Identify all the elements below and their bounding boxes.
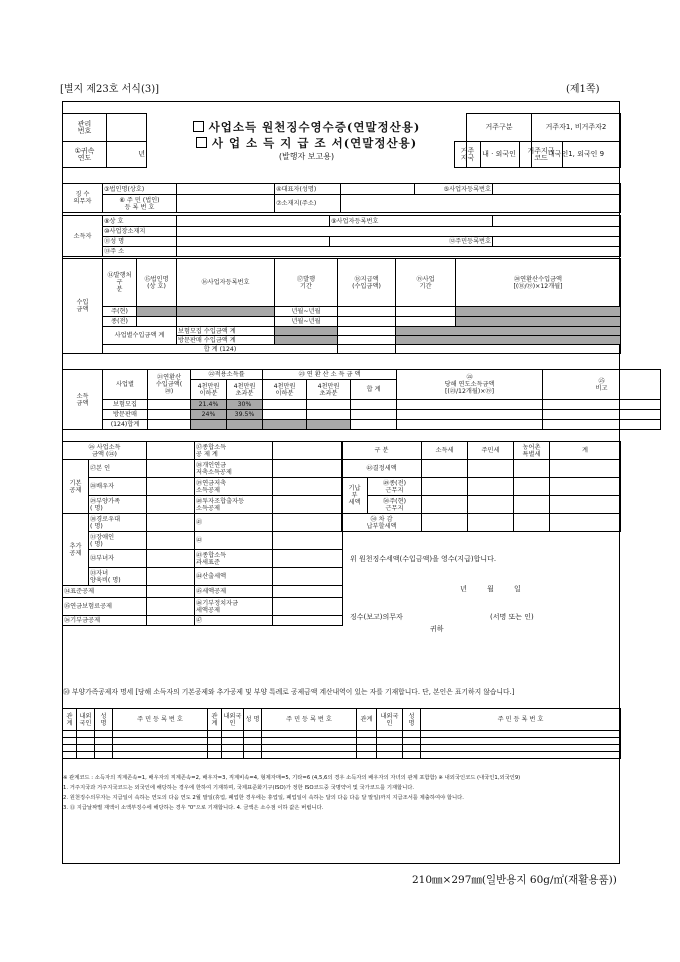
earner-group-label: 소득자 — [63, 216, 103, 257]
earner-resno-input[interactable] — [493, 237, 621, 247]
paid-prev-label: ㊿주(현) 근무지 — [368, 496, 422, 514]
tax-summary — [341, 441, 621, 532]
payer-corp-input[interactable] — [177, 184, 275, 195]
conv-under: 4천만원 이하분 — [263, 380, 307, 400]
res-country-label: 거주 지국 — [455, 142, 481, 168]
tax-head-div: 구 분 — [342, 442, 422, 460]
res-country-code-input[interactable] — [563, 142, 621, 168]
calc-tax-input[interactable] — [273, 568, 343, 586]
date-line[interactable]: 년 월 일 — [460, 585, 521, 593]
door-sum-label: 방문판매 수입금액 계 — [177, 336, 275, 345]
donation-input[interactable] — [147, 616, 195, 626]
row-insurance: 보험모집 — [103, 400, 148, 410]
sign-label[interactable]: (서명 또는 인) — [490, 613, 534, 621]
balance-label: ㊿ 차 감 납부할세액 — [342, 514, 422, 532]
earner-bizaddr-input[interactable] — [177, 227, 621, 237]
personal-pension-label: ㊳개인연금 저축소득공제 — [195, 460, 273, 478]
residence-label: 거주구분 — [467, 114, 532, 142]
pension-ins-input[interactable] — [147, 598, 195, 616]
political-credit-input[interactable] — [273, 598, 343, 616]
standard-input[interactable] — [147, 586, 195, 598]
woman-input[interactable] — [147, 550, 195, 568]
fam-h3-rel: 관계 — [357, 709, 377, 731]
elderly-input[interactable] — [147, 514, 195, 532]
mgmt-no-label: 관리 번호 — [63, 114, 107, 142]
paid-group-label: 기납 부 세액 — [342, 478, 368, 514]
earner-name-label: ⑪성 명 — [103, 237, 177, 247]
receipt-area — [342, 531, 619, 679]
self-label: ㉗본 인 — [89, 460, 147, 478]
income-total-label: 합 계 (124) — [103, 345, 338, 354]
title1-checkbox[interactable] — [193, 121, 204, 132]
payer-group-label: 징 수 의무자 — [63, 184, 103, 213]
notes — [63, 775, 619, 812]
payer-rep-label: ④대표자(성명) — [275, 184, 341, 195]
receipt-text: 위 원천징수세액(수입금액)을 영수(지급)합니다. — [350, 555, 497, 563]
prev-corp-input[interactable] — [137, 317, 177, 327]
ins-rate-over: 30% — [227, 400, 263, 410]
elderly-label: ㉚경로우대 ( 명) — [89, 514, 147, 532]
remarks-head: ㉕ 비고 — [543, 370, 661, 400]
deduct-left — [62, 441, 343, 626]
income-group-label: 수입 금액 — [63, 259, 103, 354]
nationality-label: 내 · 외국인 — [467, 142, 532, 168]
res-country-input[interactable] — [481, 142, 520, 168]
fam-h3-foreign: 내외국 인 — [377, 709, 403, 731]
tax-head-resident: 주민세 — [468, 442, 514, 460]
tax-base-label: ㊸종합소득 과세표준 — [195, 550, 273, 568]
payer-regno-input[interactable] — [177, 195, 275, 213]
pension-saving-label: ㊴연금저축 소득공제 — [195, 478, 273, 496]
conv-group-label: 소득 금액 — [63, 370, 103, 430]
row-conv-total: (124)합계 — [103, 420, 148, 430]
earner-resno-label: ⑫주민등록번호 — [330, 237, 493, 247]
prev-pay-input[interactable] — [338, 317, 396, 327]
rate-over: 4천만원 초과분 — [227, 380, 263, 400]
biz-income-label: ㉖ 사업소득 금액 (㉔) — [63, 442, 147, 460]
fam-h2-resno: 주 민 등 록 번 호 — [262, 709, 357, 731]
earner-bizaddr-label: ⑩사업장소재지 — [103, 227, 177, 237]
tax-head-rural: 농어촌 특별세 — [514, 442, 550, 460]
cur-pay-input[interactable] — [338, 307, 396, 317]
pension-saving-input[interactable] — [273, 478, 343, 496]
year-input[interactable]: 년 — [107, 142, 147, 168]
disabled-input[interactable] — [147, 532, 195, 550]
mgmt-no-value[interactable] — [107, 114, 147, 142]
conv-sum: 합 계 — [351, 380, 397, 400]
payer-bizno-input[interactable] — [493, 184, 621, 195]
prev-bizperiod-input[interactable] — [396, 317, 456, 327]
dependents-input[interactable] — [147, 496, 195, 514]
col-bizperiod: ⑲사업 기간 — [396, 259, 456, 307]
row-previous: 종(전) — [103, 317, 137, 327]
col-annual: ⑳연환산수입금액 [(⑱/⑲)×12개월] — [456, 259, 621, 307]
prev-annual-input[interactable] — [456, 317, 621, 327]
form-number: [별지 제23호 서식(3)] — [60, 84, 160, 95]
fam-h2-name: 성 명 — [244, 709, 262, 731]
table-row — [63, 745, 621, 752]
note-4: 3. ⑬ 지급날짜별 재액이 소액부징수에 해당하는 경우 "0"으로 기재합니다. 4. 금액은 소수점 이하 값은 버립니다. — [63, 805, 324, 811]
title-line-1: 사업소득 원천징수영수증(연말정산용) — [148, 119, 465, 135]
prev-bizno-input[interactable] — [177, 317, 275, 327]
tax-credit-input[interactable] — [273, 586, 343, 598]
invest-union-label: ㊵투자조합출자등 소득공제 — [195, 496, 273, 514]
note-3: 2. 원천징수의무자는 지급일이 속하는 연도의 다음 연도 2월 말일(휴업, 폐업한 경우에는 휴업일, 폐업일이 속하는 달의 다음 다음 달 말일)까지 지급조서를 제출하여야 합니다. — [63, 795, 464, 801]
country-block — [454, 141, 621, 168]
withholder-label: 징수(보고)의무자 — [350, 613, 403, 621]
note-2: 1. 거주지국과 거주지국코드는 외국인에 해당하는 경우에 한하여 기재하며, 국제표준화기구(ISO)가 정한 ISO코드중 국명약어 및 국가코드를 기재합니다. — [63, 785, 415, 791]
donation-label: ㊱기부금공제 — [63, 616, 147, 626]
earner-bizno-label: ⑨사업자등록번호 — [330, 216, 493, 227]
subtitle: (발행자 보고용) — [278, 152, 335, 161]
rate-head: ㉒적용소득률 — [191, 370, 263, 380]
self-input[interactable] — [147, 460, 195, 478]
table-row — [63, 752, 621, 759]
decided-label: ㊽결정세액 — [342, 460, 422, 478]
table-row — [63, 731, 621, 738]
earner-address-label: ⑬주 소 — [103, 247, 177, 257]
extra-group-label: 추가 공제 — [63, 514, 89, 586]
spouse-label: ㉘배우자 — [89, 478, 147, 496]
disabled-label: ㉛장애인 ( 명) — [89, 532, 147, 550]
res-country-code-label: 거주지국 코드 — [520, 142, 563, 168]
fam-h2-foreign: 내외국 인 — [222, 709, 244, 731]
row-current: 주(현) — [103, 307, 137, 317]
col-issuer: ⑭발행처 구 분 — [103, 259, 137, 307]
earner-trade-label: ⑧상 호 — [103, 216, 177, 227]
cur-bizno-input[interactable] — [177, 307, 275, 317]
conv-over: 4천만원 초과분 — [307, 380, 351, 400]
door-rate-over: 39.5% — [227, 410, 263, 420]
earner-bizno-input[interactable] — [493, 216, 621, 227]
comprehensive-label: ㊲종합소득 공 제 계 — [195, 442, 273, 460]
residence-value: 거주자1, 비거주자2 — [532, 114, 621, 142]
door-rate-under: 24% — [191, 410, 227, 420]
fam-h2-rel: 관 계 — [208, 709, 222, 731]
invest-union-input[interactable] — [273, 496, 343, 514]
income-block — [62, 258, 621, 354]
year-income-head: ㉔ 당해 연도소득금액 [(㉓/12개월)×⑲] — [397, 370, 543, 400]
table-row — [63, 738, 621, 745]
note-1: ※ 관계코드 : 소득자의 직계존속=1, 배우자의 직계존속=2, 배우자=3, 직계비속=4, 형제자매=5, 기타=6 (4,5,6의 경우 소득자의 배우자의 자녀의 관계 포함함) ※ 내외국인코드 (내국인1,외국인9) — [63, 775, 521, 781]
earner-name-input[interactable] — [177, 237, 330, 247]
tax-head-income: 소득세 — [422, 442, 468, 460]
woman-label: ㉜부녀자 — [89, 550, 147, 568]
payer-address-label: ⑦소재지(주소) — [275, 195, 341, 213]
personal-pension-input[interactable] — [273, 460, 343, 478]
pension-ins-label: ㉟연금보험료공제 — [63, 598, 147, 616]
col-pay: ⑱지급액 (수입금액) — [338, 259, 396, 307]
cur-period: 년월~년월 — [275, 307, 338, 317]
cur-corp-input[interactable] — [137, 307, 177, 317]
family-table — [62, 708, 621, 759]
fam-h-foreign: 내외 국인 — [77, 709, 95, 731]
tax-head-total: 계 — [550, 442, 621, 460]
col-corp: ⑮법인명 (상 호) — [137, 259, 177, 307]
col-bizno: ⑯사업자등록번호 — [177, 259, 275, 307]
standard-label: ㉞표준공제 — [63, 586, 147, 598]
earner-block — [62, 215, 621, 257]
blank47-label: ㊼ — [195, 616, 273, 626]
tax-credit-label: ㊺세액공제 — [195, 586, 273, 598]
fam-h3-resno: 주 민 등 록 번 호 — [421, 709, 621, 731]
title2-checkbox[interactable] — [196, 137, 207, 148]
paper-spec: 210㎜×297㎜(일반용지 60g/㎡(재활용품)) — [412, 874, 617, 886]
fam-h3-name: 성 명 — [403, 709, 421, 731]
form-titles — [147, 114, 467, 168]
conv-income-head: ㉓ 연 환 산 소 득 금 액 — [263, 370, 397, 380]
conv-annual-label: ㉑연환산 수입금액( ⑳) — [148, 370, 191, 400]
conv-business-label: 사업별 — [103, 370, 148, 400]
spouse-input[interactable] — [147, 478, 195, 496]
year-label: ①귀속 연도 — [63, 142, 107, 168]
childcare-input[interactable] — [147, 568, 195, 586]
title-line-2: 사 업 소 득 지 급 조 서(연말정산용) — [148, 135, 465, 151]
blank42-label: ㊷ — [195, 532, 273, 550]
fam-h-rel: 관 계 — [63, 709, 77, 731]
family-caption: ㊿ 부양가족공제자 명세 [당해 소득자의 기본공제와 추가공제 및 부양 특례로 공제금액 계산내역이 있는 자를 기재합니다. 단, 본인은 표기하지 않습니다.] — [63, 688, 515, 696]
cur-bizperiod-input[interactable] — [396, 307, 456, 317]
fam-h-name: 성 명 — [95, 709, 113, 731]
payer-rep-input[interactable] — [341, 184, 415, 195]
ins-rate-under: 21.4% — [191, 400, 227, 410]
row-door: 방문판매 — [103, 410, 148, 420]
payer-address-input[interactable] — [341, 195, 621, 213]
prev-period: 년월~년월 — [275, 317, 338, 327]
basic-group-label: 기본 공제 — [63, 460, 89, 514]
fam-h-resno: 주 민 등 록 번 호 — [113, 709, 208, 731]
nationality-value: 내국인1, 외국인 9 — [532, 142, 621, 168]
tax-base-input[interactable] — [273, 550, 343, 568]
comprehensive-input[interactable] — [273, 442, 343, 460]
payer-bizno-label: ⑤사업자등록번호 — [415, 184, 493, 195]
cur-annual-input[interactable] — [456, 307, 621, 317]
paid-cur-label: ㊾종(전) 근무지 — [368, 478, 422, 496]
col-period: ⑰발행 기간 — [275, 259, 338, 307]
dependents-label: ㉙부양가족 ( 명) — [89, 496, 147, 514]
earner-address-input[interactable] — [177, 247, 621, 257]
payer-regno-label: ⑥ 주 민 (법인) 등 록 번 호 — [103, 195, 177, 213]
calc-tax-label: ㊹산출세액 — [195, 568, 273, 586]
page-number: (제1쪽) — [566, 84, 600, 95]
rate-under: 4천만원 이하분 — [191, 380, 227, 400]
conv-block — [62, 369, 661, 430]
payer-block — [62, 183, 621, 213]
by-business-label: 사업별수입금액 계 — [103, 327, 177, 345]
political-credit-label: ㊻기부정치자금 세액공제 — [195, 598, 273, 616]
to-label: 귀하 — [430, 625, 444, 633]
biz-income-input[interactable] — [147, 442, 195, 460]
childcare-label: ㉝자녀 양육비( 명) — [89, 568, 147, 586]
insurance-sum-label: 보험모집 수입금액 계 — [177, 327, 275, 336]
blank41-label: ㊶ — [195, 514, 273, 532]
payer-corp-label: ③법인명(상호) — [103, 184, 177, 195]
earner-trade-input[interactable] — [177, 216, 330, 227]
